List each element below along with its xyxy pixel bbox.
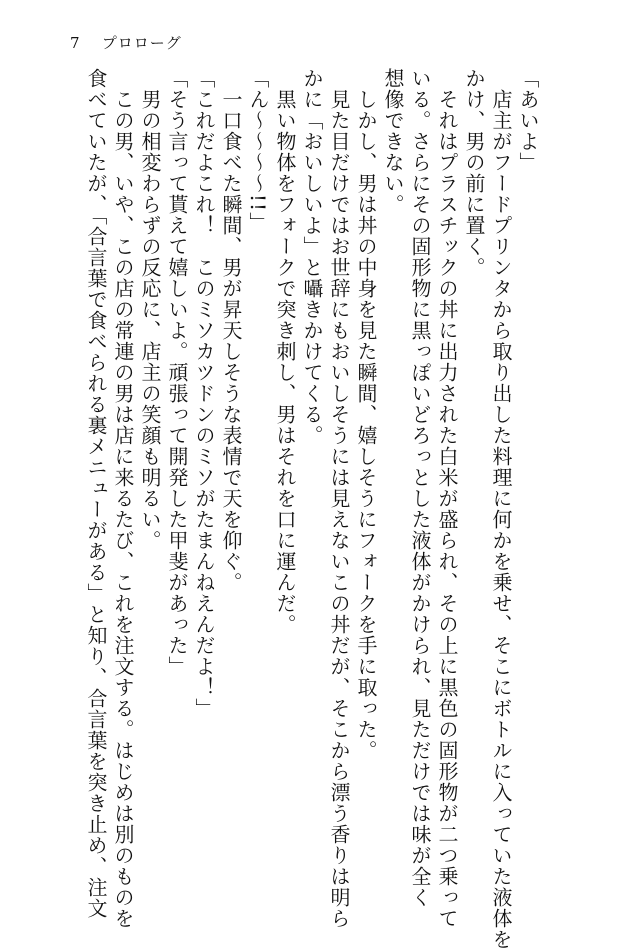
text-line: 食べていたが、「合言葉で食べられる裏メニューがある」と知り、合言葉を突き止め、注文 <box>84 68 108 919</box>
text-line: 「そう言って貰えて嬉しいよ。頑張って開発した甲斐があった」 <box>165 68 189 677</box>
chapter-title: プロローグ <box>101 34 182 52</box>
text-line: 店主がフードプリンタから取り出した料理に何かを乗せ、そこにボトルに入っていた液体を <box>489 68 513 950</box>
running-head <box>70 32 182 53</box>
text-line: 男の相変わらずの反応に、店主の笑顔も明るい。 <box>138 68 162 551</box>
text-line: この男、いや、この店の常連の男は店に来るたび、これを注文する。はじめは別のものを <box>111 68 135 929</box>
page-number: 7 <box>70 34 81 52</box>
text-line: 見た目だけではお世辞にもおいしそうには見えないこの丼だが、そこから漂う香りは明ら <box>327 68 351 929</box>
text-line: かに「おいしいよ」と囁きかけてくる。 <box>300 68 324 446</box>
text-line: いる。さらにその固形物に黒っぽいどろっとした液体がかけられ、見ただけでは味が全く <box>408 68 432 908</box>
text-line: 一口食べた瞬間、男が昇天しそうな表情で天を仰ぐ。 <box>219 68 243 593</box>
text-line: 「あいよ」 <box>516 68 540 173</box>
text-line: 想像できない。 <box>381 68 405 215</box>
text-line: 黒い物体をフォークで突き刺し、男はそれを口に運んだ。 <box>273 68 297 635</box>
text-line: しかし、男は丼の中身を見た瞬間、嬉しそうにフォークを手に取った。 <box>354 68 378 761</box>
body-text <box>82 68 541 950</box>
text-line: それはプラスチックの丼に出力された白米が盛られ、その上に黒色の固形物が二つ乗って <box>435 68 459 929</box>
text-line: かけ、男の前に置く。 <box>462 68 486 278</box>
text-line: 「ん～～～～!!」 <box>246 68 270 234</box>
text-line: 「これだよこれ！ このミソカツドンのミソがたまんねえんだよ！」 <box>192 68 216 719</box>
